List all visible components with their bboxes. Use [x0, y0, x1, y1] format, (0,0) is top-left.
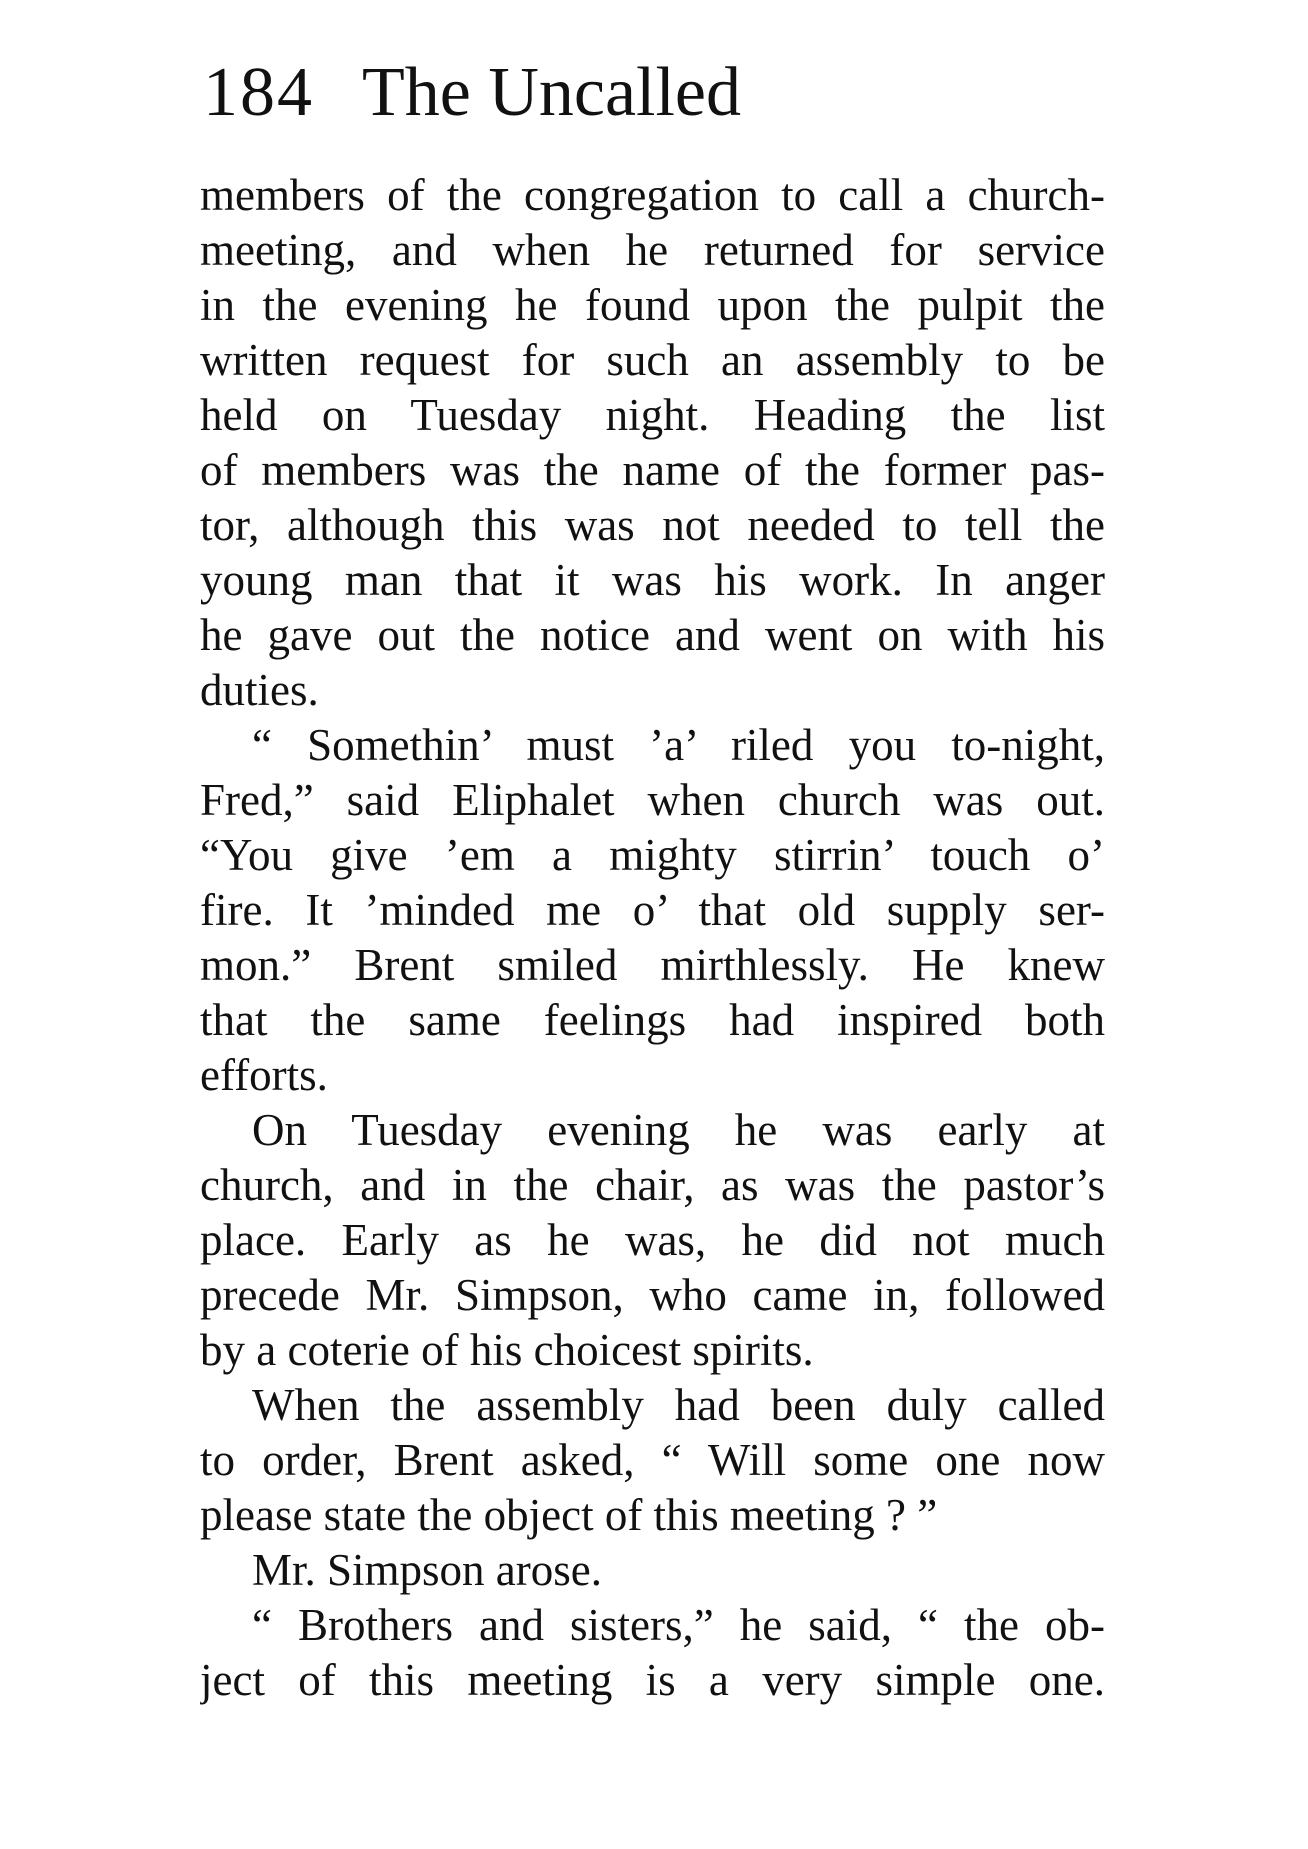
- text-line: tor, although this was not needed to tell the: [200, 500, 1105, 550]
- text-line: meeting, and when he returned for service: [200, 225, 1105, 275]
- text-line: “You give ’em a mighty stirrin’ touch o’: [200, 830, 1105, 880]
- text-line: When the assembly had been duly called: [252, 1380, 1105, 1430]
- text-line: precede Mr. Simpson, who came in, followed: [200, 1270, 1105, 1320]
- text-line: that the same feelings had inspired both: [200, 995, 1105, 1045]
- text-line: “ Brothers and sisters,” he said, “ the ob-: [252, 1600, 1105, 1650]
- text-line: ject of this meeting is a very simple one.: [200, 1655, 1105, 1705]
- text-line: church, and in the chair, as was the pastor’s: [200, 1160, 1105, 1210]
- text-line: in the evening he found upon the pulpit the: [200, 280, 1105, 330]
- text-line: efforts.: [200, 1050, 328, 1100]
- text-line: by a coterie of his choicest spirits.: [200, 1325, 814, 1375]
- text-line: please state the object of this meeting ? ”: [200, 1490, 938, 1540]
- text-line: place. Early as he was, he did not much: [200, 1215, 1105, 1265]
- text-line: held on Tuesday night. Heading the list: [200, 390, 1105, 440]
- text-line: written request for such an assembly to be: [200, 335, 1105, 385]
- text-line: of members was the name of the former pas-: [200, 445, 1105, 495]
- text-line: to order, Brent asked, “ Will some one now: [200, 1435, 1105, 1485]
- text-line: he gave out the notice and went on with his: [200, 610, 1105, 660]
- running-header: [203, 54, 741, 148]
- text-line: fire. It ’minded me o’ that old supply ser-: [200, 885, 1105, 935]
- text-line: Mr. Simpson arose.: [252, 1545, 603, 1595]
- text-line: duties.: [200, 665, 319, 715]
- body-text: [200, 168, 1105, 1708]
- text-line: On Tuesday evening he was early at: [252, 1105, 1105, 1155]
- text-line: “ Somethin’ must ’a’ riled you to-night,: [252, 720, 1105, 770]
- page-number: 184: [203, 54, 314, 131]
- text-line: members of the congregation to call a church-: [200, 170, 1105, 220]
- text-line: young man that it was his work. In anger: [200, 555, 1105, 605]
- running-title: The Uncalled: [362, 54, 741, 131]
- text-line: mon.” Brent smiled mirthlessly. He knew: [200, 940, 1105, 990]
- text-line: Fred,” said Eliphalet when church was out.: [200, 775, 1105, 825]
